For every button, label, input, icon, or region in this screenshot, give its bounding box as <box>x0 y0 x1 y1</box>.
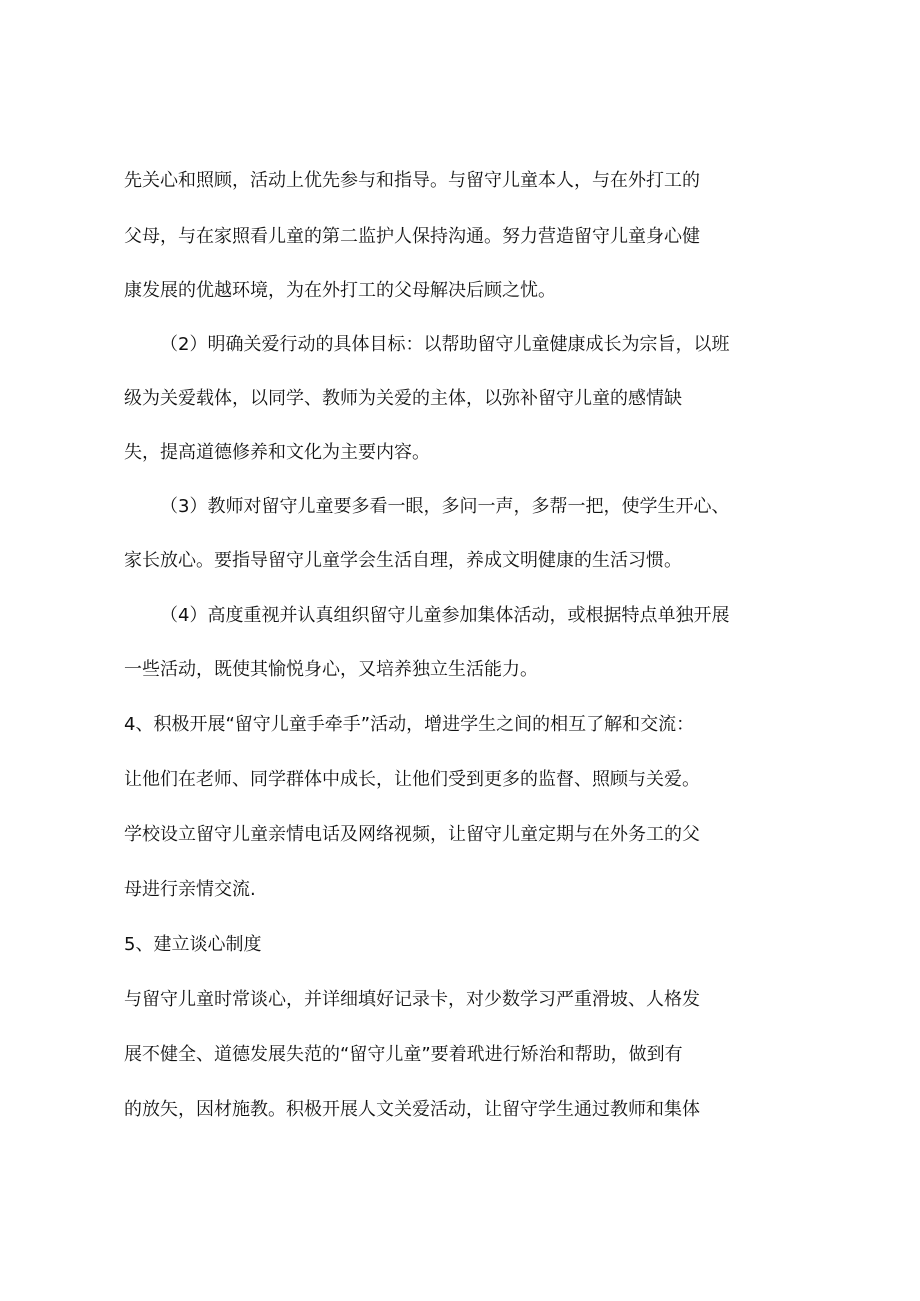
text-line: 一些活动，既使其愉悦身心，又培养独立生活能力。 <box>124 659 538 680</box>
text-line: 级为关爱载体，以同学、教师为关爱的主体，以弥补留守儿童的感情缺 <box>124 388 682 409</box>
text-line: 让他们在老师、同学群体中成长，让他们受到更多的监督、照顾与关爱。 <box>124 769 700 790</box>
text-line: 与留守儿童时常谈心，并详细填好记录卡，对少数学习严重滑坡、人格发 <box>124 989 700 1010</box>
text-line: （4）高度重视并认真组织留守儿童参加集体活动，或根据特点单独开展 <box>160 605 730 626</box>
text-line: 康发展的优越环境，为在外打工的父母解决后顾之忧。 <box>124 280 556 301</box>
text-line: 父母，与在家照看儿童的第二监护人保持沟通。努力营造留守儿童身心健 <box>124 226 700 247</box>
text-line: 4、积极开展“留守儿童手牵手”活动，增进学生之间的相互了解和交流： <box>124 714 695 735</box>
text-line: 家长放心。要指导留守儿童学会生活自理，养成文明健康的生活习惯。 <box>124 550 682 571</box>
text-line: 母进行亲情交流. <box>124 879 256 900</box>
text-line: 学校设立留守儿童亲情电话及网络视频，让留守儿童定期与在外务工的父 <box>124 824 700 845</box>
text-line: （3）教师对留守儿童要多看一眼，多问一声，多帮一把，使学生开心、 <box>160 496 730 517</box>
text-line: 失，提高道德修养和文化为主要内容。 <box>124 442 430 463</box>
text-line: （2）明确关爱行动的具体目标：以帮助留守儿童健康成长为宗旨，以班 <box>160 334 730 355</box>
section-heading: 5、建立谈心制度 <box>124 934 262 955</box>
text-line: 的放矢，因材施教。积极开展人文关爱活动，让留守学生通过教师和集体 <box>124 1099 700 1120</box>
text-line: 先关心和照顾，活动上优先参与和指导。与留守儿童本人，与在外打工的 <box>124 170 700 191</box>
text-line: 展不健全、道德发展失范的“留守儿童”要着玳进行矫治和帮助，做到有 <box>124 1044 683 1065</box>
